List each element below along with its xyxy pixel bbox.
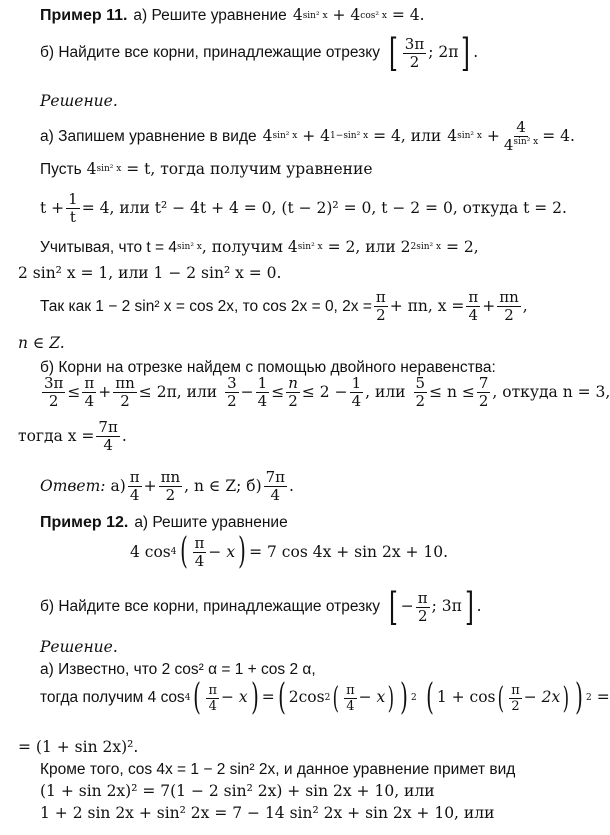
ex11-line-4: Учитывая, что t = 4 sin² x , получим 4 sin² x = 2, или 2 2sin² x = 2,	[40, 238, 479, 256]
ex11-line-7: n ∈ Z.	[18, 334, 65, 352]
ex12-line-1: а) Известно, что 2 cos² α = 1 + cos 2 α,	[40, 661, 316, 678]
ex11-line-10: тогда x = $\frac{7\pi}{4}$ .	[18, 418, 127, 454]
solution-label-11: Решение.	[40, 92, 118, 110]
example-11-title: Пример 11.	[40, 7, 128, 24]
ex12-line-2: тогда получим 4 cos 4 ( $\frac{\pi}{4}$ − x ) = ( 2cos 2 ( $\frac{\pi}{4}$ − x ) ) 2 ( 1 + cos ( $\frac{\pi}{2}$ − 2x ) ) 2 =	[40, 677, 610, 718]
ex11-line-3: t + $\frac{1}{t}$ = 4, или t² − 4t + 4 = 0, (t − 2)² = 0, t − 2 = 0, откуда t = 2.	[40, 190, 567, 226]
ex11-inequality: $\frac{3\pi}{2}$ ≤ $\frac{\pi}{4}$ + $\frac{\pi n}{2}$ ≤ 2π, или $\frac{3}{2}$ − $\frac{1}{4}$ ≤ $\frac{n}{2}$ ≤ 2 − $\frac{1}{4}$ , или $\frac{5}{2}$ ≤ n ≤ $\frac{7}{2}$ , откуда n = 3,	[44, 374, 610, 410]
example-11-heading: Пример 11. а) Решите уравнение 4 sin² x + 4 cos² x = 4.	[40, 6, 425, 25]
solution-label-12: Решение.	[40, 638, 118, 656]
ex12-line-6: 1 + 2 sin 2x + sin² 2x = 7 − 14 sin² 2x + sin 2x + 10, или	[40, 804, 495, 822]
ex12-line-3: = (1 + sin 2x)².	[18, 738, 139, 756]
example-12-equation: 4 cos 4 ( $\frac{\pi}{4}$ − x ) = 7 cos 4x + sin 2x + 10.	[130, 531, 449, 573]
ex12-line-5: (1 + sin 2x)² = 7(1 − 2 sin² 2x) + sin 2x + 10, или	[40, 782, 435, 800]
answer-11: Ответ: а) $\frac{\pi}{4}$ + $\frac{\pi n}{2}$ , n ∈ Z; б) $\frac{7\pi}{4}$ .	[40, 468, 294, 504]
ex12-line-4: Кроме того, cos 4x = 1 − 2 sin² 2x, и данное уравнение примет вид	[40, 761, 516, 778]
example-12-heading: Пример 12. а) Решите уравнение	[40, 514, 288, 532]
ex11-line-8: б) Корни на отрезке найдем с помощью двойного неравенства:	[40, 359, 496, 376]
ex11-line-5: 2 sin² x = 1, или 1 − 2 sin² x = 0.	[18, 264, 282, 282]
ex11-line-2: Пусть 4 sin² x = t, тогда получим уравнение	[40, 160, 373, 178]
example-11-task-b: б) Найдите все корни, принадлежащие отрезку [ $\frac{3\pi}{2}$ ; 2π ] .	[40, 31, 479, 75]
example-12-title: Пример 12.	[40, 514, 129, 531]
ex11-line-1: а) Запишем уравнение в виде 4 sin² x + 4 1−sin² x = 4, или 4 sin² x + $\frac{4}{4^{sin^2 x}}$ = 4.	[40, 118, 575, 154]
ex11-line-6: Так как 1 − 2 sin² x = cos 2x, то cos 2x = 0, 2x = $\frac{\pi}{2}$ + πn, x = $\frac{\pi}{4}$ + $\frac{\pi n}{2}$ ,	[40, 288, 528, 324]
example-12-task-b: б) Найдите все корни, принадлежащие отрезку [ − $\frac{\pi}{2}$ ; 3π ] .	[40, 585, 482, 629]
